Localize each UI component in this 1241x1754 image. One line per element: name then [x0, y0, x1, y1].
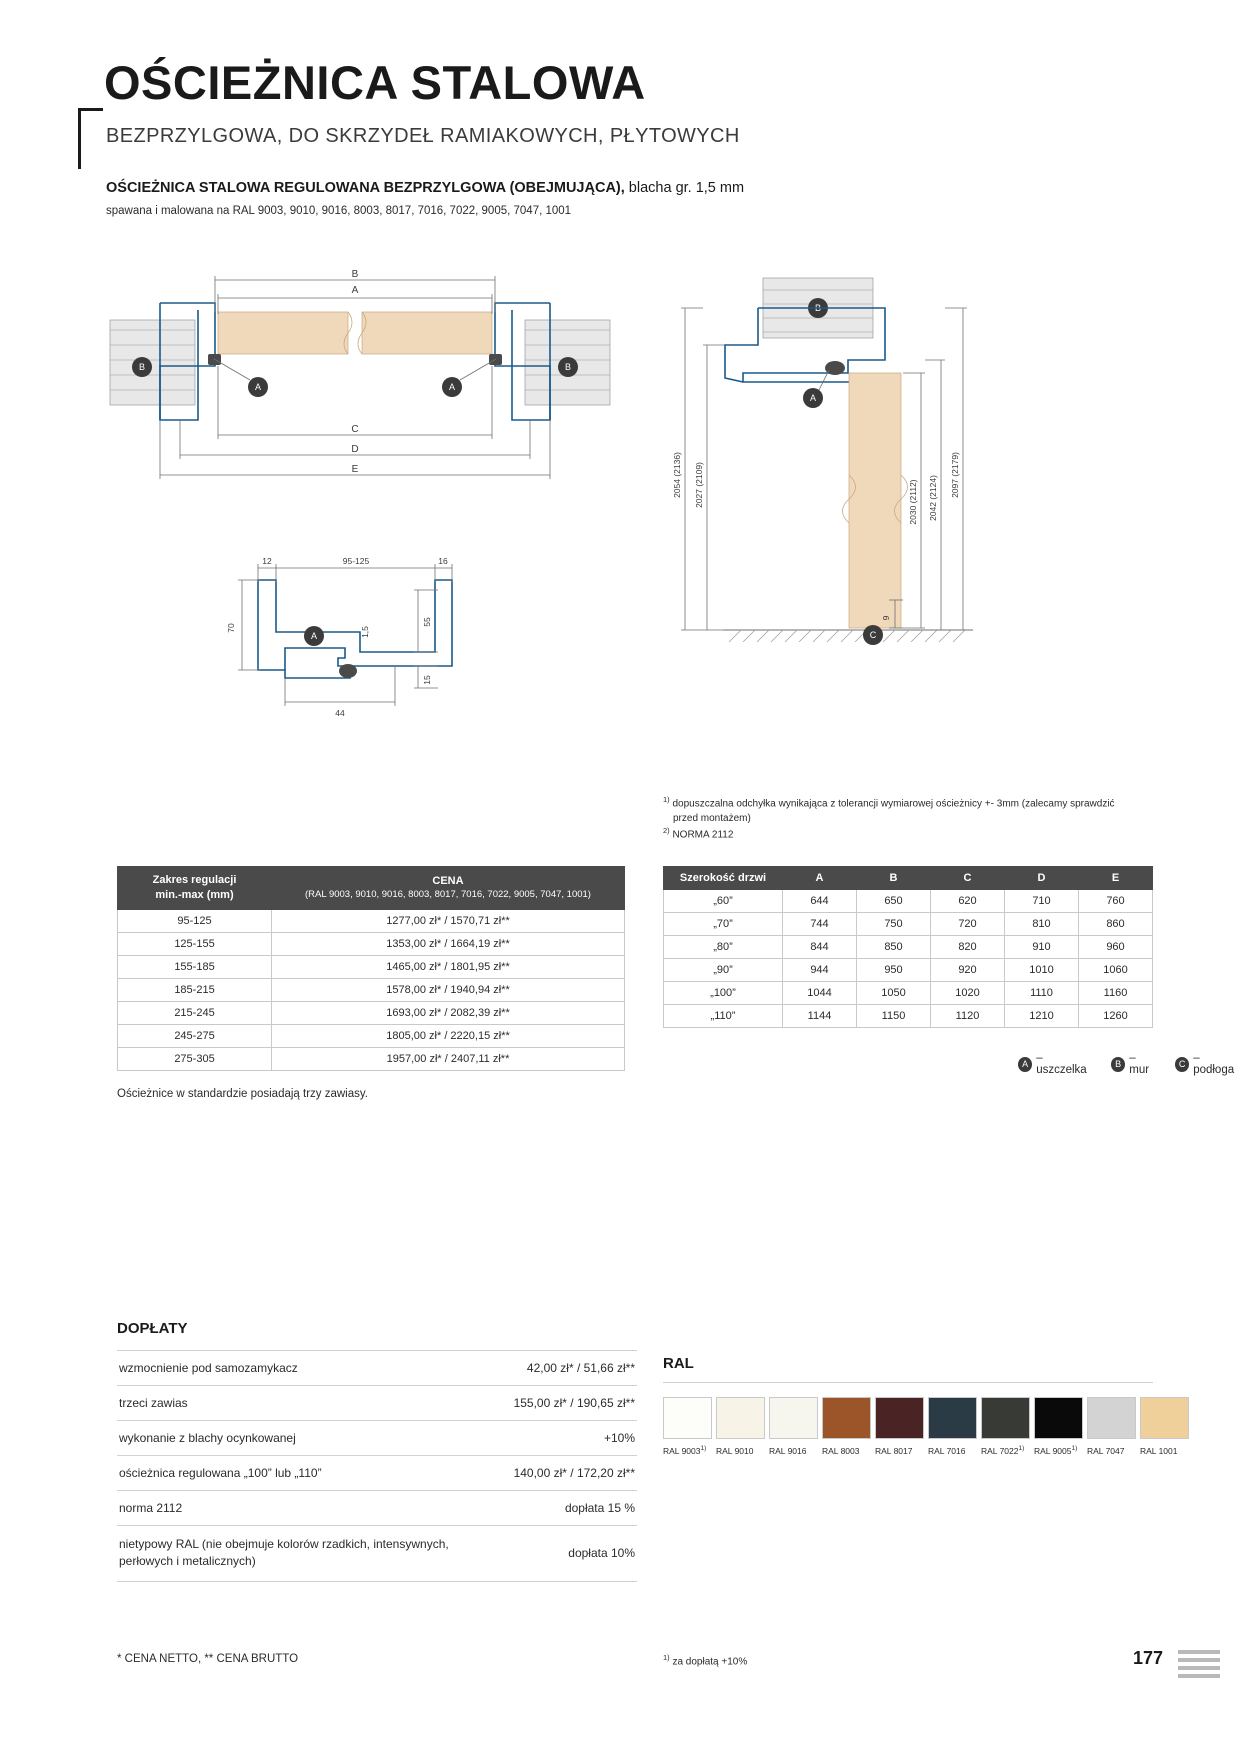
- dim-2054: 2054 (2136): [672, 452, 682, 498]
- size-b: 1050: [857, 982, 931, 1005]
- table-row: [664, 936, 1153, 959]
- svg-text:C: C: [869, 630, 877, 640]
- doplaty-title: DOPŁATY: [117, 1320, 188, 1337]
- legend-label-b: – mur: [1129, 1052, 1150, 1076]
- ral-item: [981, 1397, 1028, 1456]
- table-row: [118, 978, 625, 1001]
- size-c: 720: [931, 913, 1005, 936]
- table-row: [117, 1526, 637, 1582]
- ral-item: [1087, 1397, 1134, 1456]
- legend-item-c: [1175, 1052, 1241, 1076]
- table-row: [117, 1421, 637, 1456]
- ral-label-text: RAL 7022: [981, 1445, 1019, 1456]
- price-value: 1693,00 zł* / 2082,39 zł**: [272, 1001, 625, 1024]
- ral-label-text: RAL 9003: [663, 1445, 701, 1456]
- size-b: 850: [857, 936, 931, 959]
- ral-item: [822, 1397, 869, 1456]
- doplaty-label: nietypowy RAL (nie obejmuje kolorów rzadkich, intensywnych, perłowych i metalicznych): [117, 1526, 485, 1582]
- ral-label-sup: 1): [700, 1445, 707, 1452]
- footer-price-note: * CENA NETTO, ** CENA BRUTTO: [117, 1653, 299, 1665]
- table-row: [117, 1456, 637, 1491]
- legend-item-b: [1111, 1052, 1157, 1076]
- table-row: [118, 1047, 625, 1070]
- svg-text:B: B: [814, 303, 822, 313]
- size-e: 860: [1079, 913, 1153, 936]
- ral-label: [822, 1445, 869, 1456]
- size-e: 960: [1079, 936, 1153, 959]
- table-row: [118, 1024, 625, 1047]
- size-header-a: A: [783, 867, 857, 890]
- size-table-header-row: [664, 867, 1153, 890]
- ral-swatch: [769, 1397, 818, 1439]
- ral-item: [663, 1397, 710, 1456]
- dim-label-b: B: [351, 269, 359, 280]
- size-e: 1160: [1079, 982, 1153, 1005]
- legend-label-c: – podłoga: [1193, 1052, 1235, 1076]
- price-value: 1465,00 zł* / 1801,95 zł**: [272, 955, 625, 978]
- size-b: 650: [857, 890, 931, 913]
- ral-label-text: RAL 9016: [769, 1445, 807, 1456]
- doplaty-value: 155,00 zł* / 190,65 zł**: [485, 1386, 637, 1421]
- dim-2027: 2027 (2109): [694, 462, 704, 508]
- footnote-2: [663, 826, 1223, 843]
- size-header-d: D: [1005, 867, 1079, 890]
- size-header-width: Szerokość drzwi: [664, 867, 783, 890]
- dim-55: 55: [422, 617, 432, 627]
- size-a: 844: [783, 936, 857, 959]
- lead-subtext: spawana i malowana na RAL 9003, 9010, 9016, 8003, 8017, 7016, 7022, 9005, 7047, 1001: [106, 205, 572, 217]
- badge-c-floor: [863, 625, 883, 645]
- table-row: [664, 959, 1153, 982]
- ral-item: [875, 1397, 922, 1456]
- ral-swatch-row: [663, 1397, 1187, 1456]
- size-e: 1260: [1079, 1005, 1153, 1028]
- price-table-header-range: [118, 867, 272, 910]
- table-row: [118, 955, 625, 978]
- lead-heading-main: OŚCIEŻNICA STALOWA REGULOWANA BEZPRZYLGOWA (OBEJMUJĄCA),: [106, 180, 625, 196]
- dim-12: 12: [262, 556, 272, 566]
- dim-95-125: 95-125: [342, 556, 370, 566]
- footnote-1-text: dopuszczalna odchyłka wynikająca z tolerancji wymiarowej ościeżnicy +- 3mm (zalecamy sprawdzić: [669, 798, 1115, 810]
- price-range: 95-125: [118, 909, 272, 932]
- doplaty-value: dopłata 10%: [485, 1526, 637, 1582]
- footnote-2-sup: 2): [663, 826, 670, 836]
- page-number: 177: [1133, 1648, 1164, 1668]
- ral-item: [769, 1397, 816, 1456]
- ral-swatch: [875, 1397, 924, 1439]
- price-table: [117, 866, 625, 1071]
- table-row: [664, 1005, 1153, 1028]
- size-d: 1010: [1005, 959, 1079, 982]
- ral-label-text: RAL 1001: [1140, 1445, 1178, 1456]
- ral-label-text: RAL 9010: [716, 1445, 754, 1456]
- size-header-c: C: [931, 867, 1005, 890]
- doplaty-label: wykonanie z blachy ocynkowanej: [117, 1421, 485, 1456]
- ral-swatch: [981, 1397, 1030, 1439]
- size-a: 1144: [783, 1005, 857, 1028]
- ral-swatch: [1034, 1397, 1083, 1439]
- drawing-vertical-section: [663, 270, 1063, 690]
- size-b: 1150: [857, 1005, 931, 1028]
- footnote-2-text: NORMA 2112: [669, 829, 734, 841]
- ral-label: [1087, 1445, 1134, 1456]
- price-value: 1578,00 zł* / 1940,94 zł**: [272, 978, 625, 1001]
- ral-label-text: RAL 8017: [875, 1445, 913, 1456]
- price-range: 185-215: [118, 978, 272, 1001]
- table-row: [118, 909, 625, 932]
- ral-title: RAL: [663, 1355, 694, 1372]
- page-subtitle: BEZPRZYLGOWA, DO SKRZYDEŁ RAMIAKOWYCH, PŁYTOWYCH: [106, 125, 740, 147]
- ral-label-text: RAL 7047: [1087, 1445, 1125, 1456]
- size-c: 820: [931, 936, 1005, 959]
- badge-a-profile: [304, 626, 324, 646]
- size-c: 920: [931, 959, 1005, 982]
- dim-label-a: A: [351, 285, 359, 296]
- ral-divider: [663, 1382, 1153, 1383]
- dim-2030: 2030 (2112): [908, 479, 918, 525]
- table-row: [117, 1386, 637, 1421]
- svg-text:B: B: [564, 362, 572, 372]
- size-d: 810: [1005, 913, 1079, 936]
- size-table: [663, 866, 1153, 1028]
- ral-item: [928, 1397, 975, 1456]
- table-row: [664, 982, 1153, 1005]
- ral-label: [1140, 1445, 1187, 1456]
- ral-label-text: RAL 7016: [928, 1445, 966, 1456]
- dim-label-d: D: [351, 444, 359, 455]
- size-c: 620: [931, 890, 1005, 913]
- doplaty-value: +10%: [485, 1421, 637, 1456]
- table-row: [117, 1491, 637, 1526]
- ral-label-sup: 1): [1018, 1445, 1025, 1452]
- ral-label: [981, 1445, 1028, 1456]
- price-value: 1805,00 zł* / 2220,15 zł**: [272, 1024, 625, 1047]
- size-a: 644: [783, 890, 857, 913]
- legend: [1018, 1052, 1241, 1076]
- footnote-1: [663, 795, 1223, 812]
- legend-dot-c: C: [1175, 1057, 1189, 1072]
- price-table-note: Ościeżnice w standardzie posiadają trzy zawiasy.: [117, 1088, 368, 1100]
- footer-decoration-bars: [1178, 1650, 1220, 1682]
- doplaty-label: trzeci zawias: [117, 1386, 485, 1421]
- footer-note-text: za dopłatą +10%: [669, 1656, 748, 1668]
- svg-text:B: B: [138, 362, 146, 372]
- ral-swatch: [1087, 1397, 1136, 1439]
- footer-surcharge-note: [663, 1653, 747, 1667]
- size-c: 1020: [931, 982, 1005, 1005]
- table-row: [664, 913, 1153, 936]
- legend-item-a: [1018, 1052, 1093, 1076]
- size-a: 944: [783, 959, 857, 982]
- price-value: 1957,00 zł* / 2407,11 zł**: [272, 1047, 625, 1070]
- dim-2097: 2097 (2179): [950, 452, 960, 498]
- price-header-range-line2: min.-max (mm): [155, 888, 234, 901]
- price-header-range-line1: Zakres regulacji: [152, 874, 237, 886]
- price-value: 1277,00 zł* / 1570,71 zł**: [272, 909, 625, 932]
- size-width: „90”: [664, 959, 783, 982]
- drawing-profile-section: [190, 556, 520, 730]
- dim-15b: 15: [422, 675, 432, 685]
- ral-label: [928, 1445, 975, 1456]
- ral-swatch: [663, 1397, 712, 1439]
- ral-label: [663, 1445, 710, 1456]
- ral-item: [1034, 1397, 1081, 1456]
- lead-heading-thin: blacha gr. 1,5 mm: [624, 180, 745, 196]
- ral-swatch: [822, 1397, 871, 1439]
- price-header-price-line1: CENA: [432, 875, 464, 888]
- title-bracket-decoration: [78, 108, 103, 169]
- ral-swatch: [1140, 1397, 1189, 1439]
- svg-text:A: A: [809, 393, 817, 403]
- ral-label-text: RAL 9005: [1034, 1445, 1072, 1456]
- ral-label: [875, 1445, 922, 1456]
- ral-label-text: RAL 8003: [822, 1445, 860, 1456]
- size-d: 710: [1005, 890, 1079, 913]
- ral-item: [1140, 1397, 1187, 1456]
- size-width: „110”: [664, 1005, 783, 1028]
- size-b: 950: [857, 959, 931, 982]
- table-row: [664, 890, 1153, 913]
- price-table-header-row: [118, 867, 625, 910]
- size-b: 750: [857, 913, 931, 936]
- page-title: OŚCIEŻNICA STALOWA: [104, 56, 646, 109]
- legend-label-a: – uszczelka: [1036, 1052, 1087, 1076]
- size-a: 1044: [783, 982, 857, 1005]
- size-header-e: E: [1079, 867, 1153, 890]
- badge-b-left: [132, 357, 152, 377]
- price-range: 215-245: [118, 1001, 272, 1024]
- ral-item: [716, 1397, 763, 1456]
- ral-label: [716, 1445, 763, 1456]
- size-width: „100”: [664, 982, 783, 1005]
- table-row: [118, 932, 625, 955]
- dim-70: 70: [226, 623, 236, 633]
- price-range: 245-275: [118, 1024, 272, 1047]
- dim-2042: 2042 (2124): [928, 475, 938, 521]
- price-range: 125-155: [118, 932, 272, 955]
- size-d: 1110: [1005, 982, 1079, 1005]
- lead-heading: [106, 180, 744, 196]
- size-c: 1120: [931, 1005, 1005, 1028]
- badge-a-right: [442, 377, 462, 397]
- dim-44: 44: [335, 708, 345, 718]
- size-e: 760: [1079, 890, 1153, 913]
- svg-text:A: A: [310, 631, 318, 641]
- doplaty-label: norma 2112: [117, 1491, 485, 1526]
- doplaty-table: [117, 1350, 637, 1582]
- footnote-1-sup: 1): [663, 795, 670, 804]
- right-footnotes: [663, 795, 1223, 843]
- table-row: [117, 1351, 637, 1386]
- doplaty-label: wzmocnienie pod samozamykacz: [117, 1351, 485, 1386]
- price-range: 155-185: [118, 955, 272, 978]
- size-width: „60”: [664, 890, 783, 913]
- doplaty-value: 140,00 zł* / 172,20 zł**: [485, 1456, 637, 1491]
- ral-label-sup: 1): [1071, 1445, 1078, 1452]
- doplaty-value: dopłata 15 %: [485, 1491, 637, 1526]
- size-d: 910: [1005, 936, 1079, 959]
- badge-a-left: [248, 377, 268, 397]
- dim-9: 9: [881, 615, 891, 621]
- price-value: 1353,00 zł* / 1664,19 zł**: [272, 932, 625, 955]
- dim-label-c: C: [351, 424, 359, 435]
- doplaty-label: ościeżnica regulowana „100” lub „110”: [117, 1456, 485, 1491]
- price-range: 275-305: [118, 1047, 272, 1070]
- badge-a-vertical: [803, 388, 823, 408]
- table-row: [118, 1001, 625, 1024]
- ral-swatch: [716, 1397, 765, 1439]
- ral-label: [769, 1445, 816, 1456]
- drawing-horizontal-section: [100, 270, 620, 520]
- price-table-header-price: [272, 867, 625, 910]
- svg-text:A: A: [448, 382, 456, 392]
- svg-text:A: A: [254, 382, 262, 392]
- badge-b-right: [558, 357, 578, 377]
- size-a: 744: [783, 913, 857, 936]
- legend-dot-b: B: [1111, 1057, 1125, 1072]
- dim-16: 16: [438, 556, 448, 566]
- legend-dot-a: A: [1018, 1057, 1032, 1072]
- ral-swatch: [928, 1397, 977, 1439]
- dim-label-e: E: [351, 464, 359, 475]
- footnote-1-cont: przed montażem): [673, 812, 751, 824]
- size-e: 1060: [1079, 959, 1153, 982]
- doplaty-value: 42,00 zł* / 51,66 zł**: [485, 1351, 637, 1386]
- size-width: „70”: [664, 913, 783, 936]
- size-d: 1210: [1005, 1005, 1079, 1028]
- ral-label: [1034, 1445, 1081, 1456]
- dim-15a: 1,5: [360, 626, 370, 638]
- price-header-price-line2: (RAL 9003, 9010, 9016, 8003, 8017, 7016, 7022, 9005, 7047, 1001): [305, 888, 591, 900]
- footer-note-sup: 1): [663, 1653, 670, 1662]
- size-width: „80”: [664, 936, 783, 959]
- size-header-b: B: [857, 867, 931, 890]
